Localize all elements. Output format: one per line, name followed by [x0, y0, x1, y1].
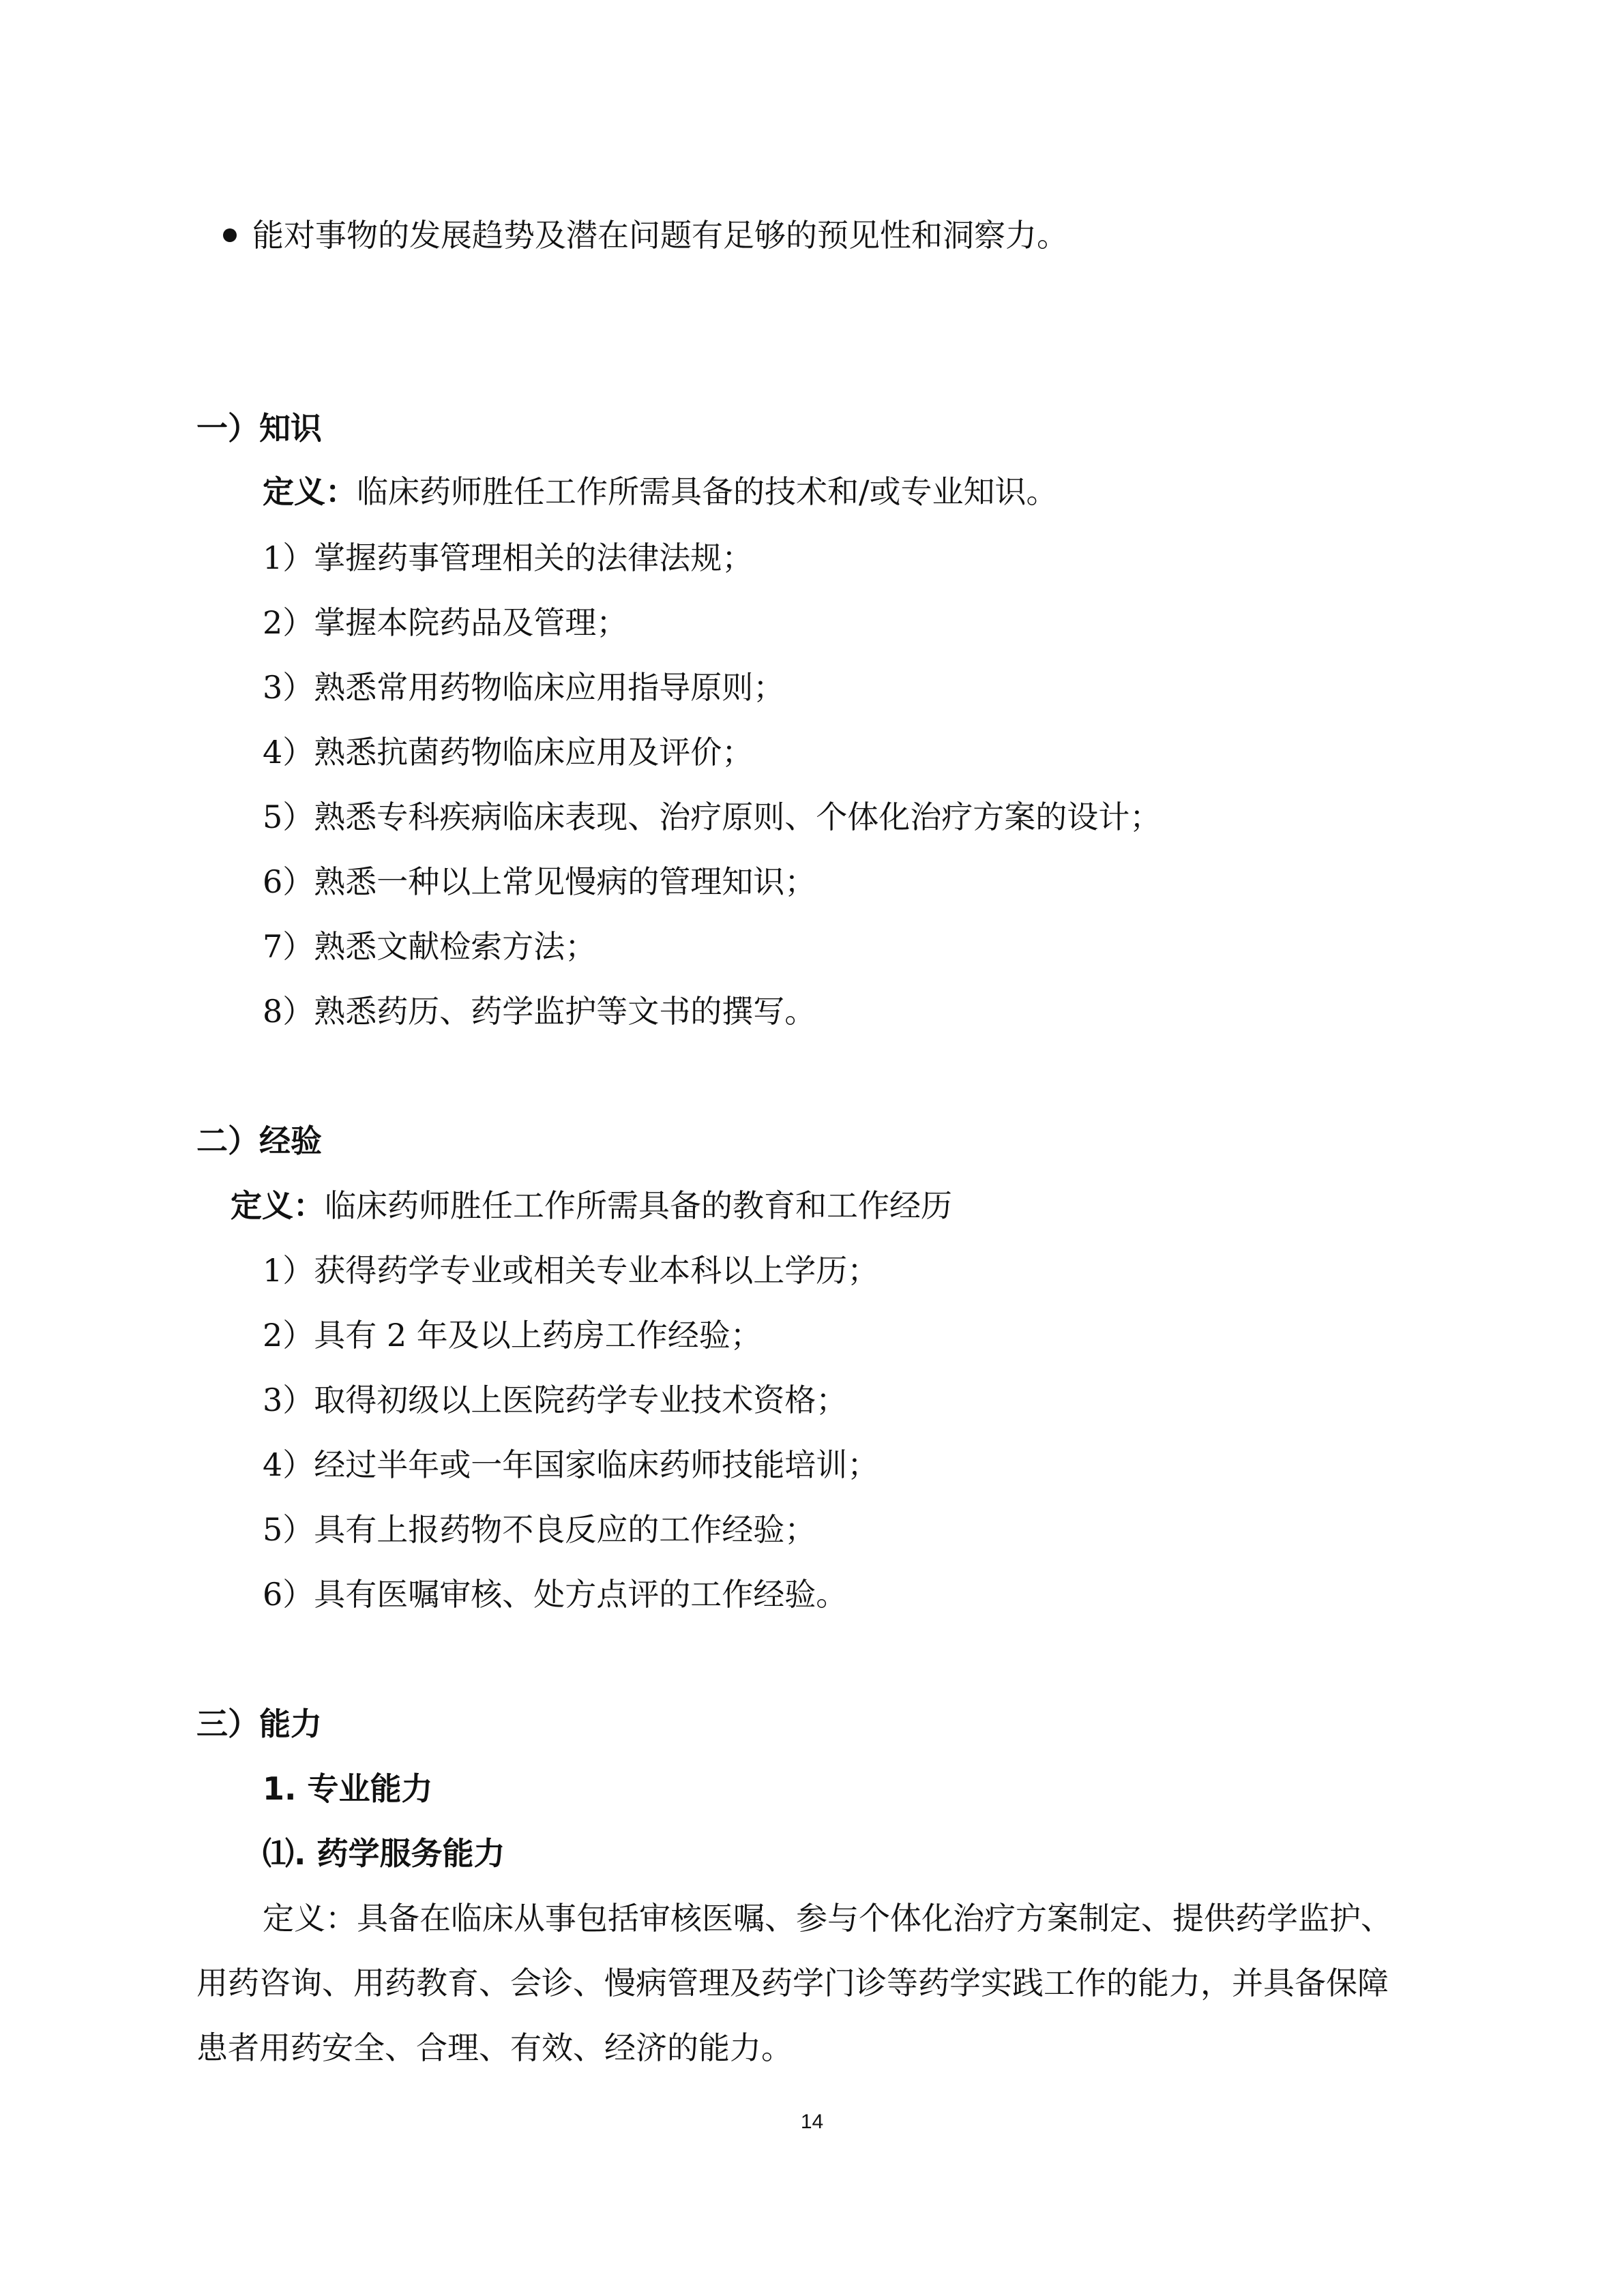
section2-heading: 二）经验 — [196, 1122, 322, 1159]
section1-item-3: 3）熟悉常用药物临床应用指导原则； — [263, 669, 785, 706]
bullet-dot-icon — [223, 228, 237, 242]
section2-definition — [231, 1187, 952, 1224]
section1-item-2: 2）掌握本院药品及管理； — [263, 604, 628, 641]
section1-heading: 一）知识 — [196, 410, 322, 447]
section2-definition-label: 定义： — [231, 1187, 325, 1224]
section1-definition — [263, 473, 1058, 510]
section2-item-2: 2）具有 2 年及以上药房工作经验； — [263, 1317, 762, 1354]
section2-item-3: 3）取得初级以上医院药学专业技术资格； — [263, 1382, 848, 1418]
section2-item-6: 6）具有医嘱审核、处方点评的工作经验。 — [263, 1576, 848, 1613]
section3-subsubheading: ⑴. 药学服务能力 — [263, 1835, 505, 1872]
section3-heading: 三）能力 — [196, 1705, 322, 1742]
section1-definition-label: 定义： — [263, 473, 357, 510]
section1-definition-text: 临床药师胜任工作所需具备的技术和/或专业知识。 — [357, 473, 1058, 510]
section3-subheading: 1. 专业能力 — [263, 1770, 433, 1807]
bullet-text: 能对事物的发展趋势及潜在问题有足够的预见性和洞察力。 — [252, 217, 1068, 254]
section2-item-4: 4）经过半年或一年国家临床药师技能培训； — [263, 1446, 879, 1483]
section2-item-1: 1）获得药学专业或相关专业本科以上学历； — [263, 1252, 879, 1289]
section1-item-4: 4）熟悉抗菌药物临床应用及评价； — [263, 734, 754, 771]
section1-item-1: 1）掌握药事管理相关的法律法规； — [263, 539, 754, 576]
section3-paragraph-line-1: 定义：具备在临床从事包括审核医嘱、参与个体化治疗方案制定、提供药学监护、 — [263, 1900, 1392, 1937]
section3-paragraph-line-2: 用药咨询、用药教育、会诊、慢病管理及药学门诊等药学实践工作的能力，并具备保障 — [196, 1965, 1389, 2001]
section1-item-5: 5）熟悉专科疾病临床表现、治疗原则、个体化治疗方案的设计； — [263, 799, 1162, 835]
section2-definition-text: 临床药师胜任工作所需具备的教育和工作经历 — [325, 1187, 952, 1224]
section1-item-8: 8）熟悉药历、药学监护等文书的撰写。 — [263, 993, 816, 1030]
section1-item-6: 6）熟悉一种以上常见慢病的管理知识； — [263, 863, 816, 900]
page-number: 14 — [800, 2111, 824, 2133]
section3-paragraph-line-3: 患者用药安全、合理、有效、经济的能力。 — [196, 2029, 793, 2066]
section1-item-7: 7）熟悉文献检索方法； — [263, 928, 597, 965]
section2-item-5: 5）具有上报药物不良反应的工作经验； — [263, 1511, 816, 1548]
